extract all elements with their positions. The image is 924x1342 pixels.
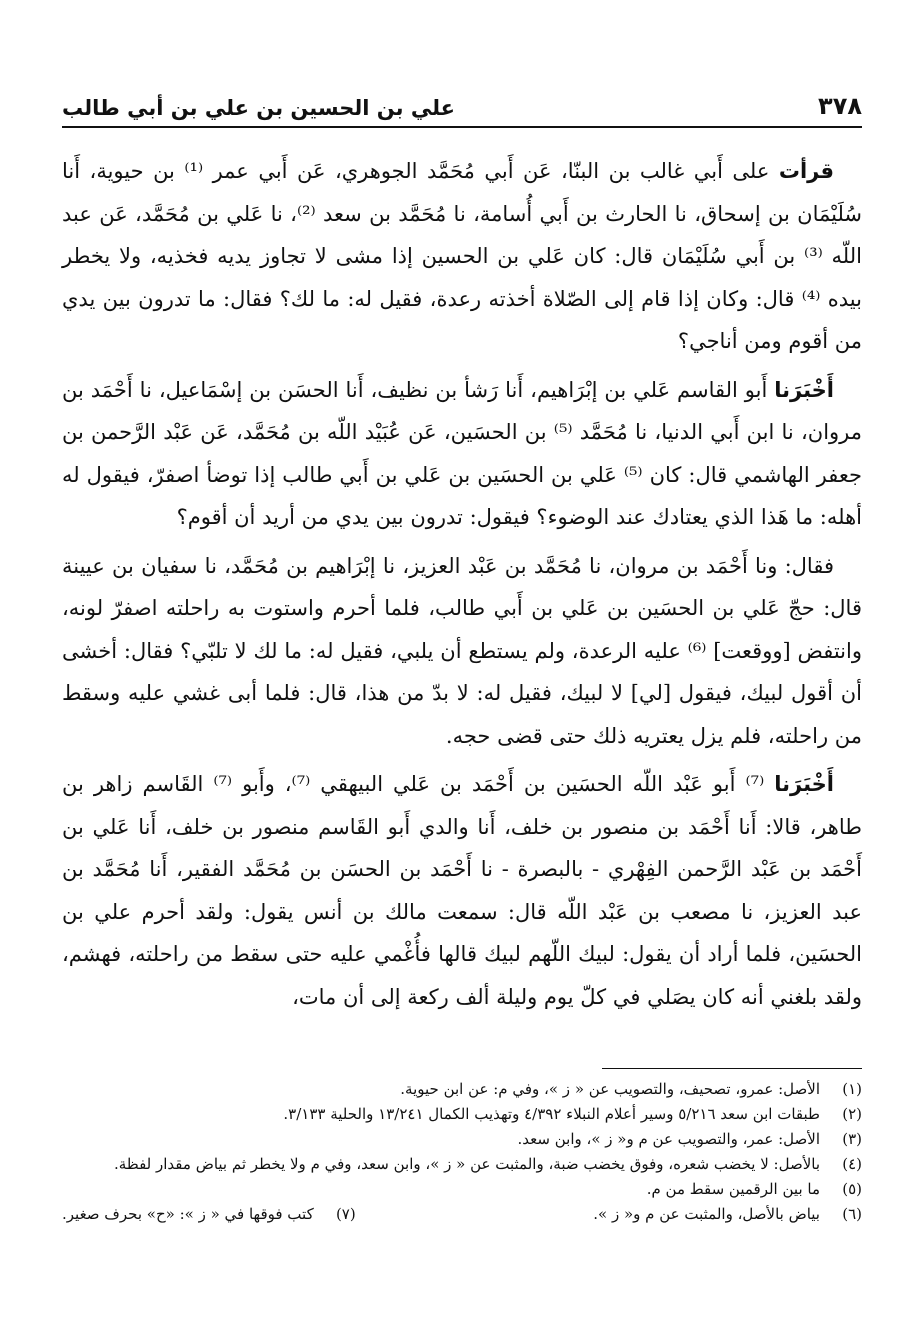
footnote-number: (٧) [335, 1205, 356, 1223]
footnote-text: طبقات ابن سعد ٥/٢١٦ وسير أعلام النبلاء ٤/٣٩٢ وتهذيب الكمال ١٣/٢٤١ والحلية ٣/١٣٣. [283, 1105, 820, 1123]
paragraph-lead: قرأت [778, 159, 834, 183]
main-text [62, 150, 862, 1024]
paragraph-text: ⁽⁷⁾ أَبو عَبْد اللّه الحسَين بن أَحْمَد بن عَلي البيهقي ⁽⁷⁾، وأَبو ⁽⁷⁾ القَاسم زاهر بن طاهر، قالا: أَنا أَحْمَد بن منصور بن خلف، أَنا والدي أَبو القَاسم منصور بن خلف، أَنا عَلي بن أَحْمَد بن عَبْد الرَّحمن الفِهْري - بالبصرة - نا أَحْمَد بن الحسَن بن مُحَمَّد الفقير، أَنا مُحَمَّد بن عبد العزيز، نا مصعب بن عَبْد اللّه قال: سمعت مالك بن أنس يقول: ولقد أحرم علي بن الحسَين، فلما أراد أن يقول: لبيك اللّهم لبيك قالها فأُغْمي عليه حتى سقط من راحلته، فهشم، ولقد بلغني أنه كان يصَلي في كلّ يوم وليلة ألف ركعة إلى أن مات، [62, 772, 862, 1009]
page-number: ٣٧٨ [818, 92, 862, 120]
footnote [62, 1202, 356, 1227]
footnote-number: (٦) [842, 1205, 862, 1223]
running-title: علي بن الحسين بن علي بن أبي طالب [62, 96, 456, 120]
footnote [62, 1127, 862, 1152]
paragraph-text: فقال: ونا أَحْمَد بن مروان، نا مُحَمَّد بن عَبْد العزيز، نا إبْرَاهيم بن مُحَمَّد، نا سفيان بن عيينة قال: حجّ عَلي بن الحسَين بن عَلي بن أَبي طالب، فلما أحرم واستوت به راحلته اصفرّ لونه، وانتفض [ووقعت] ⁽⁶⁾ عليه الرعدة، ولم يستطع أن يلبي، فقيل له: ما لك لا تلبّي؟ فقال: أخشى أن أقول لبيك، فيقول [لي] لا لبيك، فقيل له: لا بدّ من هذا، قال: فلما أبى غشي عليه وسقط من راحلته، فلم يزل يعتريه ذلك حتى قضى حجه. [62, 553, 862, 748]
paragraph-2 [62, 369, 862, 539]
footnote [62, 1077, 862, 1102]
paragraph-3 [62, 545, 862, 758]
paragraph-text: أَبو القاسم عَلي بن إبْرَاهيم، أَنا رَشأ بن نظيف، أَنا الحسَن بن إسْمَاعيل، نا أَحْمَد بن مروان، نا ابن أَبي الدنيا، نا مُحَمَّد ⁽⁵⁾ بن الحسَين، عَن عُبَيْد اللّه بن مُحَمَّد، عَن عَبْد الرَّحمن بن جعفر الهاشمي قال: كان ⁽⁵⁾ عَلي بن الحسَين بن عَلي بن أَبي طالب إذا توضأ اصفرّ، فيقول له أهله: ما هَذا الذي يعتادك عند الوضوء؟ فيقول: تدرون بين يدي من أريد أن أقوم؟ [62, 377, 863, 529]
paragraph-text: على أَبي غالب بن البنّا، عَن أَبي مُحَمَّد الجوهري، عَن أَبي عمر ⁽¹⁾ بن حيوية، أَنا سُلَيْمَان بن إسحاق، نا الحارث بن أَبي أُسامة، نا مُحَمَّد بن سعد ⁽²⁾، نا عَلي بن مُحَمَّد، عَن عبد اللّه ⁽³⁾ بن أَبي سُلَيْمَان قال: كان عَلي بن الحسين إذا مشى لا تجاوز يديه فخذيه، ولا يخطر بيده ⁽⁴⁾ قال: وكان إذا قام إلى الصّلاة أخذته رعدة، فقيل له: ما لك؟ فقال: ما تدرون بين يدي من أقوم ومن أناجي؟ [62, 159, 862, 353]
footnote-number: (٥) [842, 1180, 862, 1198]
footnote [593, 1202, 862, 1227]
footnote [62, 1177, 862, 1202]
paragraph-lead: أَخْبَرَنا [774, 772, 834, 796]
footnote [62, 1152, 862, 1177]
footnote-text: بياض بالأصل، والمثبت عن م و« ز ». [593, 1205, 820, 1223]
paragraph-lead: أَخْبَرَنا [774, 377, 834, 402]
footnote-text: كتب فوقها في « ز »: «ح» بحرف صغير. [62, 1205, 314, 1223]
footnote-text: ما بين الرقمين سقط من م. [646, 1180, 820, 1198]
footnotes [62, 1068, 862, 1227]
footnote-number: (١) [842, 1080, 862, 1098]
footnote-text: الأصل: عمر، والتصويب عن م و« ز »، وابن سعد. [517, 1130, 820, 1148]
paragraph-4 [62, 763, 862, 1018]
footnote-number: (٣) [842, 1130, 862, 1148]
footnote-row [62, 1202, 862, 1227]
footnote-text: بالأصل: لا يخضب شعره، وفوق يخضب ضبة، والمثبت عن « ز »، وابن سعد، وفي م ولا يخطر ثم بياض مقدار لفظة. [113, 1155, 820, 1173]
page-header [62, 84, 862, 128]
paragraph-1 [62, 150, 862, 363]
footnote-number: (٢) [842, 1105, 862, 1123]
footnote-text: الأصل: عمرو، تصحيف، والتصويب عن « ز »، وفي م: عن ابن حيوية. [400, 1080, 820, 1098]
footnote-divider [602, 1068, 862, 1069]
footnote-number: (٤) [842, 1155, 862, 1173]
footnote [62, 1102, 862, 1127]
